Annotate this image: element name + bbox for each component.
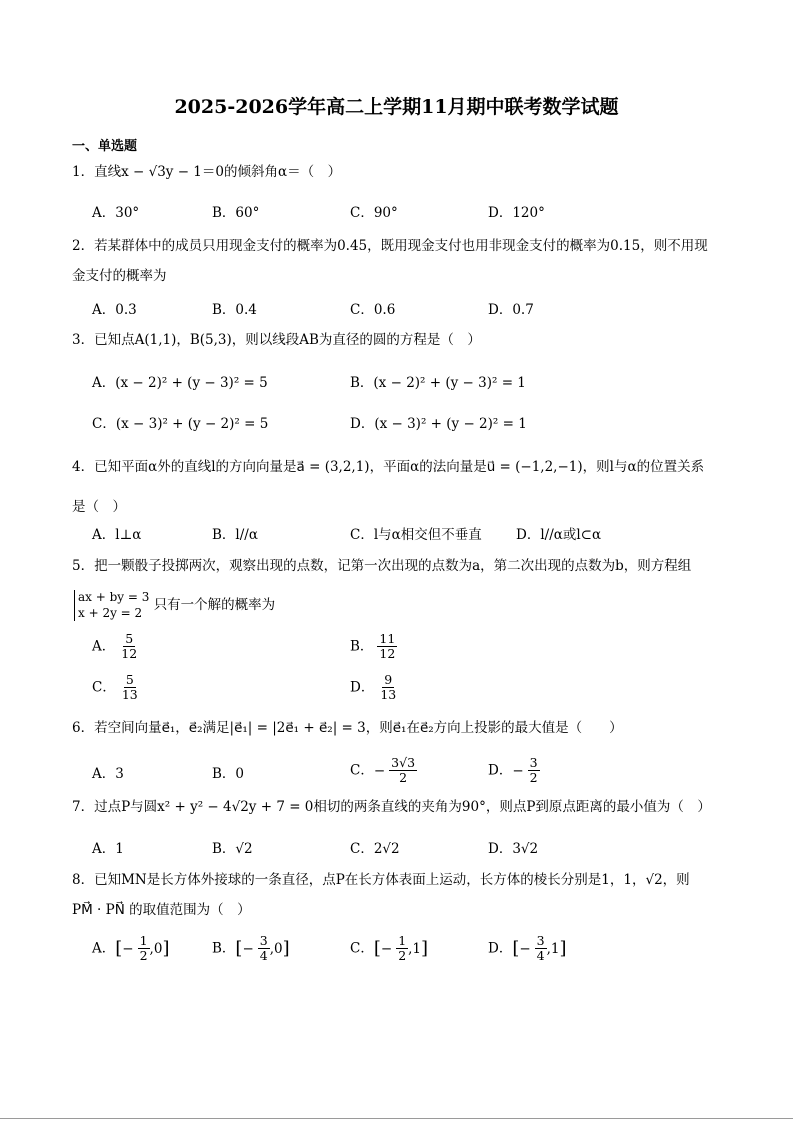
q8-option-a-label: A．: [92, 940, 116, 957]
q5-option-d[interactable]: [350, 673, 398, 703]
q8-option-a-tail: ,0: [149, 940, 163, 957]
q8-option-b-fraction: [258, 934, 270, 964]
q5-option-c[interactable]: [92, 673, 140, 703]
q7-option-a[interactable]: A．1: [92, 841, 124, 857]
q8-option-a-bracket-left: [: [115, 938, 123, 960]
q8-option-b-bracket-right: ]: [282, 938, 290, 960]
q5-option-b-fraction: [377, 632, 397, 662]
q6-option-b[interactable]: B．0: [212, 766, 245, 782]
q7-option-c[interactable]: C．2√2: [350, 841, 400, 857]
q8-option-d-label: D．: [488, 940, 513, 957]
q6-option-c-numerator: 3√3: [391, 755, 416, 770]
q8-option-b-label: B．: [212, 940, 236, 957]
q7-option-b[interactable]: B．√2: [212, 841, 253, 857]
q3-stem: 3．已知点A(1,1)，B(5,3)，则以线段AB为直径的圆的方程是（ ）: [72, 332, 481, 348]
q1-stem: 1．直线x − √3y − 1＝0的倾斜角α＝（ ）: [72, 164, 342, 180]
q5-equation-system: [74, 590, 149, 621]
q4-stem-line1: 4．已知平面α外的直线l的方向向量是a⃗ = (3,2,1)，平面α的法向量是u⃗ = (−1,2,−1)，则l与α的位置关系: [72, 459, 705, 475]
q6-option-a[interactable]: A．3: [92, 766, 124, 782]
q8-option-d-bracket-right: ]: [559, 938, 567, 960]
q8-option-d-fraction: [535, 934, 547, 964]
q8-option-c-bracket-left: [: [373, 938, 381, 960]
q8-option-c-tail: ,1: [408, 940, 422, 957]
q5-option-a-denominator: 12: [121, 646, 138, 662]
q5-option-a[interactable]: [92, 632, 139, 662]
q2-stem-line1: 2．若某群体中的成员只用现金支付的概率为0.45，既用现金支付也用非现金支付的概率为0.15，则不用现: [72, 238, 708, 254]
q3-option-b[interactable]: B．(x − 2)² + (y − 3)² = 1: [350, 375, 526, 391]
q5-option-d-fraction: [378, 673, 398, 703]
q6-option-d-numerator: 3: [529, 755, 538, 770]
q8-option-c-denominator: 2: [398, 948, 407, 964]
q8-option-c-label: C．: [350, 940, 374, 957]
q6-option-d-fraction: [528, 756, 540, 786]
q8-option-c-numerator: 1: [398, 933, 407, 948]
section-heading: 一、单选题: [72, 139, 138, 154]
q4-option-b[interactable]: B．l//α: [212, 527, 258, 543]
q5-equation-2: x + 2y = 2: [78, 605, 143, 620]
q4-stem-line2: 是（ ）: [72, 499, 126, 515]
q1-option-d[interactable]: D．120°: [488, 205, 545, 221]
q8-option-a-minus: −: [122, 940, 134, 957]
q5-option-c-label: C．: [92, 679, 116, 696]
q8-option-b-bracket-left: [: [235, 938, 243, 960]
q5-option-a-fraction: [119, 632, 139, 662]
q8-option-a-fraction: [138, 934, 150, 964]
q5-equation-1: ax + by = 3: [78, 590, 150, 604]
q8-option-b-tail: ,0: [269, 940, 283, 957]
q4-option-d[interactable]: D．l//α或l⊂α: [516, 527, 602, 543]
q5-option-b-denominator: 12: [379, 646, 396, 662]
q6-option-c-fraction: [389, 756, 417, 786]
q5-stem-suffix: 只有一个解的概率为: [153, 597, 276, 614]
q8-option-c-fraction: [396, 934, 408, 964]
q8-stem-line1: 8．已知MN是长方体外接球的一条直径，点P在长方体表面上运动，长方体的棱长分别是1，1，√2，则: [72, 872, 690, 888]
q8-option-b-denominator: 4: [259, 948, 268, 964]
page-bottom-divider: [0, 1118, 793, 1119]
q6-option-c[interactable]: [350, 756, 417, 786]
q7-option-d[interactable]: D．3√2: [488, 841, 539, 857]
page-title: 2025-2026学年高二上学期11月期中联考数学试题: [174, 96, 619, 118]
q5-option-c-fraction: [120, 673, 140, 703]
q8-option-d-numerator: 3: [536, 933, 545, 948]
q6-option-c-denominator: 2: [399, 770, 408, 786]
q5-option-d-label: D．: [350, 679, 375, 696]
q5-option-d-denominator: 13: [380, 687, 397, 703]
q3-option-a[interactable]: A．(x − 2)² + (y − 3)² = 5: [92, 375, 268, 391]
q1-option-a[interactable]: A．30°: [92, 205, 140, 221]
q5-option-c-denominator: 13: [121, 687, 138, 703]
q5-option-a-label: A．: [92, 638, 116, 655]
q6-option-d-denominator: 2: [529, 770, 538, 786]
q5-system-line: [74, 590, 275, 621]
q6-option-d[interactable]: [488, 756, 540, 786]
q3-option-c[interactable]: C．(x − 3)² + (y − 2)² = 5: [92, 416, 269, 432]
q8-option-d-tail: ,1: [546, 940, 560, 957]
q8-option-b-minus: −: [242, 940, 254, 957]
q5-stem-line1: 5．把一颗骰子投掷两次，观察出现的点数，记第一次出现的点数为a，第二次出现的点数为b，则方程组: [72, 558, 692, 574]
q6-option-c-label: C．: [350, 762, 374, 779]
q8-stem-line2: PM⃗ · PN⃗ 的取值范围为（ ）: [72, 902, 251, 918]
q8-option-b-numerator: 3: [259, 933, 268, 948]
q7-stem: 7．过点P与圆x² + y² − 4√2y + 7 = 0相切的两条直线的夹角为90°，则点P到原点距离的最小值为（ ）: [72, 799, 711, 815]
q2-stem-line2: 金支付的概率为: [72, 268, 167, 284]
q5-option-b[interactable]: [350, 632, 397, 662]
q8-option-a-bracket-right: ]: [162, 938, 170, 960]
q2-option-a[interactable]: A．0.3: [92, 302, 137, 318]
q8-option-a-denominator: 2: [139, 948, 148, 964]
q1-option-c[interactable]: C．90°: [350, 205, 398, 221]
q8-option-c-bracket-right: ]: [421, 938, 429, 960]
q1-option-b[interactable]: B．60°: [212, 205, 260, 221]
q8-option-a-numerator: 1: [139, 933, 148, 948]
q8-option-d-minus: −: [519, 940, 531, 957]
q8-option-c-minus: −: [380, 940, 393, 957]
q5-option-a-numerator: 5: [125, 631, 134, 646]
q5-option-b-numerator: 11: [379, 631, 396, 646]
q6-option-d-label: D．: [488, 762, 513, 779]
q8-option-d-denominator: 4: [536, 948, 545, 964]
q2-option-b[interactable]: B．0.4: [212, 302, 257, 318]
q8-option-c[interactable]: [350, 934, 428, 964]
q5-option-d-numerator: 9: [384, 672, 393, 687]
q5-option-b-label: B．: [350, 638, 374, 655]
q5-option-c-numerator: 5: [125, 672, 134, 687]
q8-option-a[interactable]: [92, 934, 169, 964]
q8-option-d-bracket-left: [: [512, 938, 520, 960]
q3-option-d[interactable]: D．(x − 3)² + (y − 2)² = 1: [350, 416, 527, 432]
q6-option-c-minus: −: [373, 762, 386, 779]
q6-stem: 6．若空间向量e⃗₁，e⃗₂满足|e⃗₁| = |2e⃗₁ + e⃗₂| = 3，则e⃗₁在e⃗₂方向上投影的最大值是（ ）: [72, 720, 623, 736]
q8-option-d[interactable]: [488, 934, 567, 964]
q4-option-c[interactable]: C．l与α相交但不垂直: [350, 527, 482, 543]
q2-option-c[interactable]: C．0.6: [350, 302, 396, 318]
q6-option-d-minus: −: [512, 762, 524, 779]
q8-option-b[interactable]: [212, 934, 290, 964]
q4-option-a[interactable]: A．l⊥α: [92, 527, 142, 543]
q2-option-d[interactable]: D．0.7: [488, 302, 534, 318]
